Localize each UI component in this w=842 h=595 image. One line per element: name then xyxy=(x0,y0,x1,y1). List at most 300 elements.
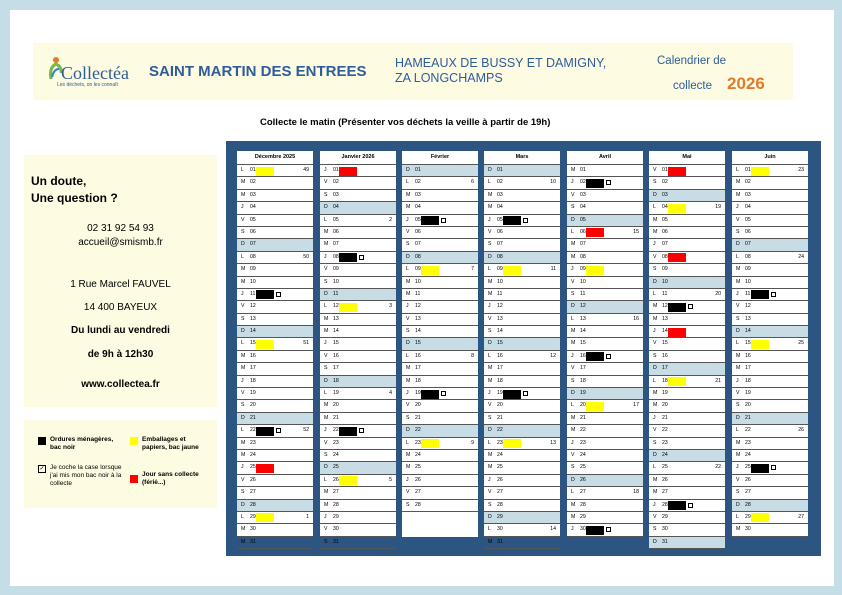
day-number: 27 xyxy=(415,489,421,496)
day-number: 01 xyxy=(333,167,339,173)
day-number: 09 xyxy=(580,266,586,273)
day-row xyxy=(402,190,478,202)
weekday-letter: S xyxy=(571,464,575,471)
yellow-collection-marker xyxy=(586,266,604,275)
weekday-letter: M xyxy=(653,228,658,235)
day-number: 02 xyxy=(662,179,668,186)
day-row xyxy=(237,252,313,264)
weekday-letter: M xyxy=(488,538,493,545)
day-row xyxy=(649,400,725,412)
week-number: 2 xyxy=(389,216,392,223)
week-number: 11 xyxy=(550,266,556,273)
day-row xyxy=(649,215,725,227)
day-row xyxy=(567,264,643,276)
weekday-letter: D xyxy=(736,241,740,248)
weekday-letter: M xyxy=(488,451,493,458)
day-number: 31 xyxy=(662,538,668,545)
day-number: 26 xyxy=(415,476,421,483)
legend-panel xyxy=(24,420,217,508)
city-title: SAINT MARTIN DES ENTREES xyxy=(149,63,367,80)
weekday-letter: V xyxy=(324,352,328,359)
weekday-letter: V xyxy=(241,390,245,397)
weekday-letter: D xyxy=(488,513,492,520)
day-number: 25 xyxy=(250,464,256,471)
weekday-letter: L xyxy=(406,266,409,273)
day-row xyxy=(237,512,313,524)
weekday-letter: J xyxy=(571,526,574,533)
day-number: 23 xyxy=(333,439,339,446)
weekday-letter: D xyxy=(653,191,657,198)
legend-check-line-3: collecte xyxy=(50,480,73,487)
weekday-letter: V xyxy=(571,191,575,198)
black-collection-marker xyxy=(586,352,604,361)
day-number: 16 xyxy=(333,352,339,359)
day-number: 14 xyxy=(250,328,256,335)
day-row xyxy=(649,301,725,313)
day-row xyxy=(649,277,725,289)
logo-tagline: Les déchets, on les connaît xyxy=(57,82,118,88)
day-number: 05 xyxy=(580,216,586,223)
email-address[interactable]: accueil@smismb.fr xyxy=(78,237,163,248)
day-row xyxy=(567,487,643,499)
black-collection-marker xyxy=(586,526,604,535)
weekday-letter: M xyxy=(571,241,576,248)
weekday-letter: S xyxy=(736,489,740,496)
weekday-letter: V xyxy=(406,402,410,409)
day-number: 23 xyxy=(580,439,586,446)
month-heading: Janvier 2026 xyxy=(320,151,396,165)
weekday-letter: J xyxy=(324,253,327,260)
weekday-letter: M xyxy=(406,191,411,198)
weekday-letter: D xyxy=(324,204,328,211)
black-collection-marker xyxy=(339,427,357,436)
day-number: 23 xyxy=(497,439,503,446)
day-number: 10 xyxy=(662,278,668,285)
day-number: 24 xyxy=(497,451,503,458)
day-row xyxy=(484,252,560,264)
day-row xyxy=(402,215,478,227)
weekday-letter: M xyxy=(653,390,658,397)
weekday-letter: M xyxy=(324,489,329,496)
day-number: 16 xyxy=(745,352,751,359)
weekday-letter: M xyxy=(241,179,246,186)
collection-checkbox[interactable] xyxy=(771,292,776,297)
day-number: 22 xyxy=(415,427,421,434)
day-row xyxy=(402,400,478,412)
weekday-letter: J xyxy=(488,390,491,397)
day-number: 07 xyxy=(333,241,339,248)
day-number: 10 xyxy=(415,278,421,285)
weekday-letter: M xyxy=(406,278,411,285)
weekday-letter: J xyxy=(736,290,739,297)
day-row xyxy=(484,487,560,499)
week-number: 13 xyxy=(550,439,556,446)
weekday-letter: V xyxy=(324,179,328,186)
weekday-letter: D xyxy=(241,414,245,421)
red-collection-marker xyxy=(668,253,686,262)
weekday-letter: S xyxy=(324,538,328,545)
weekday-letter: M xyxy=(241,451,246,458)
day-row xyxy=(484,425,560,437)
weekday-letter: L xyxy=(736,513,739,520)
weekday-letter: J xyxy=(241,204,244,211)
weekday-letter: L xyxy=(653,464,656,471)
weekday-letter: L xyxy=(488,439,491,446)
day-number: 17 xyxy=(415,365,421,372)
weekday-letter: S xyxy=(241,489,245,496)
day-row xyxy=(402,326,478,338)
weekday-letter: D xyxy=(571,390,575,397)
day-row xyxy=(237,450,313,462)
collection-checkbox[interactable] xyxy=(771,465,776,470)
day-row xyxy=(567,301,643,313)
weekday-letter: V xyxy=(571,451,575,458)
day-row xyxy=(732,215,808,227)
day-number: 19 xyxy=(662,390,668,397)
day-row xyxy=(732,351,808,363)
day-row xyxy=(567,351,643,363)
weekday-letter: D xyxy=(488,427,492,434)
weekday-letter: M xyxy=(571,253,576,260)
day-row xyxy=(567,363,643,375)
day-number: 10 xyxy=(250,278,256,285)
yellow-collection-marker xyxy=(339,476,357,485)
week-number: 5 xyxy=(389,476,392,483)
day-number: 29 xyxy=(580,513,586,520)
weekday-letter: M xyxy=(736,365,741,372)
day-row xyxy=(237,177,313,189)
day-row xyxy=(237,202,313,214)
day-number: 04 xyxy=(580,204,586,211)
weekday-letter: S xyxy=(653,179,657,186)
day-number: 06 xyxy=(333,228,339,235)
weekday-letter: J xyxy=(488,476,491,483)
week-number: 25 xyxy=(798,340,804,347)
day-row xyxy=(732,202,808,214)
day-number: 11 xyxy=(580,290,586,297)
day-number: 01 xyxy=(745,167,751,173)
weekday-letter: S xyxy=(571,204,575,211)
weekday-letter: M xyxy=(241,266,246,273)
collection-checkbox[interactable] xyxy=(276,428,281,433)
weekday-letter: L xyxy=(653,204,656,211)
day-number: 15 xyxy=(497,340,503,347)
day-row xyxy=(320,413,396,425)
day-number: 26 xyxy=(497,476,503,483)
calendar-board xyxy=(226,141,821,556)
day-number: 01 xyxy=(580,167,586,173)
day-number: 03 xyxy=(415,191,421,198)
weekday-letter: L xyxy=(406,352,409,359)
day-row xyxy=(567,413,643,425)
day-row xyxy=(402,413,478,425)
collection-checkbox[interactable] xyxy=(359,255,364,260)
day-number: 15 xyxy=(415,340,421,347)
hamlets-subtitle xyxy=(395,56,606,86)
weekday-letter: V xyxy=(736,390,740,397)
hours-line-2: de 9h à 12h30 xyxy=(87,349,154,360)
collection-checkbox[interactable] xyxy=(688,304,693,309)
day-row xyxy=(649,190,725,202)
weekday-letter: J xyxy=(324,513,327,520)
day-number: 01 xyxy=(662,167,668,173)
day-row xyxy=(732,425,808,437)
weekday-letter: S xyxy=(736,402,740,409)
week-number: 52 xyxy=(303,427,309,434)
legend-checkbox-icon: ✓ xyxy=(39,466,45,472)
day-row xyxy=(649,289,725,301)
day-row xyxy=(649,512,725,524)
weekday-letter: M xyxy=(324,414,329,421)
day-number: 29 xyxy=(497,513,503,520)
day-number: 13 xyxy=(580,315,586,322)
day-number: 19 xyxy=(745,390,751,397)
collection-checkbox[interactable] xyxy=(523,218,528,223)
day-number: 20 xyxy=(250,402,256,409)
day-number: 01 xyxy=(415,167,421,173)
day-row xyxy=(237,351,313,363)
weekday-letter: V xyxy=(241,476,245,483)
weekday-letter: M xyxy=(324,501,329,508)
black-collection-marker xyxy=(421,390,439,399)
day-number: 31 xyxy=(497,538,503,545)
legend-black-label xyxy=(50,436,113,452)
day-number: 04 xyxy=(745,204,751,211)
day-number: 09 xyxy=(333,266,339,273)
month-heading: Avril xyxy=(567,151,643,165)
day-number: 15 xyxy=(745,340,751,347)
weekday-letter: S xyxy=(653,526,657,533)
day-row xyxy=(567,462,643,474)
collection-checkbox[interactable] xyxy=(606,527,611,532)
day-number: 14 xyxy=(415,328,421,335)
yellow-collection-marker xyxy=(668,204,686,213)
day-number: 08 xyxy=(580,253,586,260)
collection-checkbox[interactable] xyxy=(276,292,281,297)
day-number: 14 xyxy=(333,328,339,335)
weekday-letter: M xyxy=(571,427,576,434)
weekday-letter: J xyxy=(488,216,491,223)
day-number: 22 xyxy=(745,427,751,434)
weekday-letter: V xyxy=(406,228,410,235)
day-row xyxy=(732,388,808,400)
day-number: 30 xyxy=(333,526,339,533)
weekday-letter: L xyxy=(406,439,409,446)
weekday-letter: M xyxy=(571,340,576,347)
day-row xyxy=(484,314,560,326)
weekday-letter: M xyxy=(324,328,329,335)
weekday-letter: M xyxy=(653,216,658,223)
day-number: 21 xyxy=(662,414,668,421)
weekday-letter: L xyxy=(241,340,244,347)
day-row xyxy=(320,227,396,239)
day-number: 20 xyxy=(580,402,586,409)
weekday-letter: D xyxy=(571,476,575,483)
week-number: 15 xyxy=(633,228,639,235)
weekday-letter: D xyxy=(571,303,575,310)
day-number: 28 xyxy=(415,501,421,508)
yellow-collection-marker xyxy=(751,340,769,349)
collection-checkbox[interactable] xyxy=(606,354,611,359)
day-row xyxy=(567,376,643,388)
red-collection-marker xyxy=(339,167,357,176)
weekday-letter: J xyxy=(653,328,656,335)
weekday-letter: M xyxy=(736,526,741,533)
day-number: 17 xyxy=(497,365,503,372)
weekday-letter: M xyxy=(324,241,329,248)
day-row xyxy=(402,475,478,487)
day-row xyxy=(402,239,478,251)
day-row xyxy=(237,264,313,276)
weekday-letter: S xyxy=(571,377,575,384)
weekday-letter: V xyxy=(241,216,245,223)
day-number: 27 xyxy=(333,489,339,496)
day-row xyxy=(649,537,725,549)
day-row xyxy=(732,239,808,251)
weekday-letter: S xyxy=(324,451,328,458)
day-row xyxy=(567,177,643,189)
weekday-letter: L xyxy=(241,167,244,173)
day-number: 16 xyxy=(662,352,668,359)
day-number: 17 xyxy=(662,365,668,372)
day-number: 19 xyxy=(415,390,421,397)
day-row xyxy=(402,165,478,177)
day-number: 03 xyxy=(745,191,751,198)
weekday-letter: L xyxy=(653,377,656,384)
day-row xyxy=(237,413,313,425)
day-row xyxy=(320,177,396,189)
day-row xyxy=(484,438,560,450)
day-number: 13 xyxy=(333,315,339,322)
collection-checkbox[interactable] xyxy=(441,391,446,396)
collection-checkbox[interactable] xyxy=(523,391,528,396)
day-row xyxy=(649,351,725,363)
day-number: 25 xyxy=(497,464,503,471)
weekday-letter: J xyxy=(653,241,656,248)
week-number: 22 xyxy=(715,464,721,471)
day-row xyxy=(732,264,808,276)
day-row xyxy=(320,388,396,400)
weekday-letter: S xyxy=(488,501,492,508)
day-number: 04 xyxy=(415,204,421,211)
day-row xyxy=(567,500,643,512)
yellow-collection-marker xyxy=(256,340,274,349)
weekday-letter: M xyxy=(736,451,741,458)
weekday-letter: S xyxy=(488,414,492,421)
day-row xyxy=(567,425,643,437)
week-number: 27 xyxy=(798,513,804,520)
weekday-letter: V xyxy=(324,266,328,273)
day-row xyxy=(567,400,643,412)
weekday-letter: L xyxy=(653,290,656,297)
day-row xyxy=(320,301,396,313)
website-link[interactable]: www.collectea.fr xyxy=(81,379,160,390)
weekday-letter: M xyxy=(488,204,493,211)
weekday-letter: S xyxy=(241,315,245,322)
month-heading: Juin xyxy=(732,151,808,165)
day-row xyxy=(320,500,396,512)
weekday-letter: L xyxy=(571,228,574,235)
day-number: 21 xyxy=(415,414,421,421)
weekday-letter: S xyxy=(324,278,328,285)
day-row xyxy=(649,413,725,425)
weekday-letter: L xyxy=(324,303,327,310)
day-number: 27 xyxy=(745,489,751,496)
day-number: 25 xyxy=(333,464,339,471)
day-row xyxy=(567,450,643,462)
month-column xyxy=(649,151,725,545)
day-row xyxy=(567,475,643,487)
day-row xyxy=(732,376,808,388)
day-row xyxy=(320,400,396,412)
weekday-letter: M xyxy=(736,179,741,186)
hamlets-line-1: HAMEAUX DE BUSSY ET DAMIGNY, xyxy=(395,56,607,70)
day-number: 17 xyxy=(250,365,256,372)
day-row xyxy=(237,475,313,487)
weekday-letter: M xyxy=(571,513,576,520)
weekday-letter: D xyxy=(406,427,410,434)
collection-checkbox[interactable] xyxy=(688,503,693,508)
day-number: 21 xyxy=(333,414,339,421)
weekday-letter: M xyxy=(488,290,493,297)
weekday-letter: D xyxy=(241,501,245,508)
collection-checkbox[interactable] xyxy=(606,180,611,185)
day-row xyxy=(484,450,560,462)
weekday-letter: L xyxy=(571,315,574,322)
week-number: 12 xyxy=(550,352,556,359)
weekday-letter: J xyxy=(736,377,739,384)
day-number: 06 xyxy=(580,228,586,235)
day-number: 07 xyxy=(580,241,586,248)
week-number: 23 xyxy=(798,167,804,173)
weekday-letter: L xyxy=(571,402,574,409)
day-row xyxy=(732,326,808,338)
day-row xyxy=(484,512,560,524)
weekday-letter: S xyxy=(241,402,245,409)
day-number: 24 xyxy=(580,451,586,458)
day-row xyxy=(484,400,560,412)
weekday-letter: J xyxy=(406,390,409,397)
day-row xyxy=(732,438,808,450)
weekday-letter: J xyxy=(324,427,327,434)
day-number: 10 xyxy=(580,278,586,285)
address-line-2: 14 400 BAYEUX xyxy=(83,302,158,313)
day-number: 13 xyxy=(497,315,503,322)
month-column xyxy=(567,151,643,537)
day-row xyxy=(567,289,643,301)
day-number: 13 xyxy=(250,315,256,322)
weekday-letter: V xyxy=(653,513,657,520)
black-collection-marker xyxy=(256,427,274,436)
day-number: 29 xyxy=(745,513,751,520)
phone-number[interactable]: 02 31 92 54 93 xyxy=(87,223,154,234)
weekday-letter: L xyxy=(324,216,327,223)
day-row xyxy=(237,376,313,388)
day-row xyxy=(649,227,725,239)
collection-checkbox[interactable] xyxy=(359,428,364,433)
week-number: 51 xyxy=(303,340,309,347)
legend-red-line-2: (férié...) xyxy=(142,479,166,486)
calendar-label-2: collecte xyxy=(673,80,712,92)
day-row xyxy=(649,314,725,326)
weekday-letter: J xyxy=(406,476,409,483)
day-row xyxy=(484,500,560,512)
day-row xyxy=(567,314,643,326)
collection-checkbox[interactable] xyxy=(441,218,446,223)
day-row xyxy=(484,524,560,536)
day-row xyxy=(237,314,313,326)
day-number: 18 xyxy=(580,377,586,384)
